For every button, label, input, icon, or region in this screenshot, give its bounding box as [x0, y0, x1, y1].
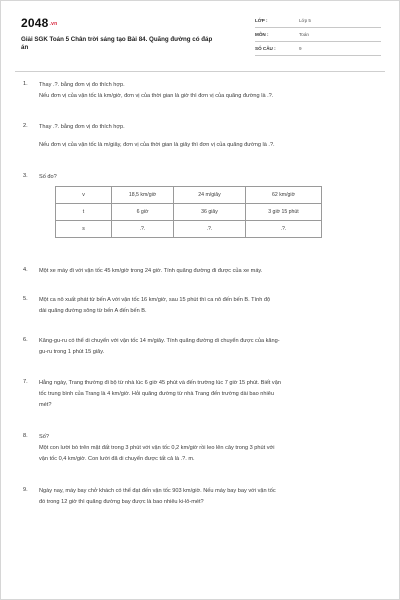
table-cell: 36 giây — [174, 204, 246, 221]
question-text-line: Số đo? — [39, 174, 57, 180]
meta-label: LỚP : — [255, 18, 268, 23]
question-number: 8. — [23, 433, 28, 439]
question-text-line: Kăng-gu-ru có thể di chuyển với vận tốc 14 m/giây. Tính quãng đường di chuyển được của kăng- — [39, 338, 280, 344]
question-number: 2. — [23, 123, 28, 129]
site-logo[interactable] — [21, 16, 57, 30]
table-row — [56, 187, 322, 204]
table-cell: t — [56, 204, 112, 221]
table-cell: 62 km/giờ — [246, 187, 322, 204]
question-text-line: gu-ru trong 1 phút 15 giây. — [39, 349, 105, 355]
meta-fields — [255, 17, 381, 59]
question-text-line: Số? — [39, 434, 49, 440]
header-divider — [15, 71, 385, 72]
table-cell: s — [56, 221, 112, 238]
table-cell: 24 m/giây — [174, 187, 246, 204]
question-number: 9. — [23, 487, 28, 493]
table-cell: 18,5 km/giờ — [112, 187, 174, 204]
logo-text: 2048 — [21, 16, 49, 30]
values-table — [55, 186, 322, 238]
question-text-line: Một ca nô xuất phát từ bến A với vận tốc 16 km/giờ, sau 15 phút thì ca nô đến bến B. Tính độ — [39, 297, 271, 303]
table-cell: .?. — [112, 221, 174, 238]
table-row — [56, 221, 322, 238]
question-text-line: vận tốc 0,4 km/giờ. Con lười đã di chuyển được tất cả là .?. m. — [39, 456, 195, 462]
document-title: Giải SGK Toán 5 Chân trời sáng tạo Bài 84. Quãng đường có đáp án — [21, 36, 213, 52]
question-text-line: Ngày nay, máy bay chở khách có thể đạt đến vận tốc 903 km/giờ. Nếu máy bay bay với vận tốc — [39, 488, 276, 494]
question-text-line: Nếu đơn vị của vận tốc là km/giờ, đơn vị của thời gian là giờ thì đơn vị của quãng đường là .?. — [39, 93, 274, 99]
table-cell: 6 giờ — [112, 204, 174, 221]
question-text-line: tốc trung bình của Trang là 4 km/giờ. Hỏi quãng đường từ nhà Trang đến trường dài bao nhiêu — [39, 391, 274, 397]
question-text-line: Một con lười bò trên mặt đất trong 3 phút với vận tốc 0,2 km/giờ rồi leo lên cây trong 3 phút với — [39, 445, 275, 451]
table-cell: v — [56, 187, 112, 204]
question-text-line: Nếu đơn vị của vận tốc là m/giây, đơn vị của thời gian là giây thì đơn vị của quãng đường là .?. — [39, 142, 275, 148]
question-number: 5. — [23, 296, 28, 302]
question-text-line: mét? — [39, 402, 52, 408]
question-text-line: Hằng ngày, Trang thường đi bộ từ nhà lúc 6 giờ 45 phút và đến trường lúc 7 giờ 15 phút. Biết vận — [39, 380, 281, 386]
question-number: 1. — [23, 81, 28, 87]
table-cell: .?. — [246, 221, 322, 238]
question-number: 4. — [23, 267, 28, 273]
table-cell: 3 giờ 15 phút — [246, 204, 322, 221]
meta-row-count — [255, 45, 381, 56]
question-number: 3. — [23, 173, 28, 179]
question-text-line: Thay .?. bằng đơn vị đo thích hợp. — [39, 124, 125, 130]
meta-label: SỐ CÂU : — [255, 46, 276, 51]
meta-value: Lớp 5 — [299, 18, 311, 23]
question-text-line: Thay .?. bằng đơn vị đo thích hợp. — [39, 82, 125, 88]
question-text-line: đó trong 12 giờ thì quãng đường bay được là bao nhiêu ki-lô-mét? — [39, 499, 204, 505]
question-number: 6. — [23, 337, 28, 343]
logo-suffix: .vn — [49, 20, 58, 27]
meta-row-class — [255, 17, 381, 28]
meta-label: MÔN : — [255, 32, 269, 37]
document-header — [15, 11, 385, 67]
question-number: 7. — [23, 379, 28, 385]
table-row — [56, 204, 322, 221]
question-text-line: Một xe máy đi với vận tốc 45 km/giờ trong 24 giờ. Tính quãng đường đi được của xe máy. — [39, 268, 263, 274]
table-cell: .?. — [174, 221, 246, 238]
meta-value: Toán — [299, 32, 309, 37]
question-text-line: dài quãng đường sông từ bến A đến bến B. — [39, 308, 147, 314]
meta-row-subject — [255, 31, 381, 42]
meta-value: 9 — [299, 46, 302, 51]
